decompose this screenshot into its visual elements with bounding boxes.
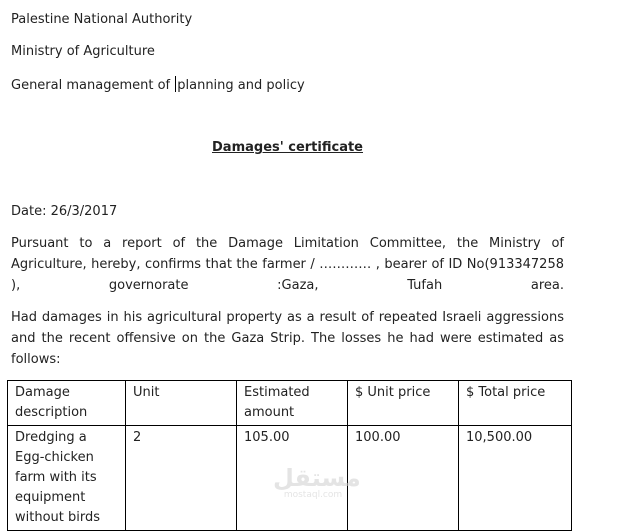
header-total-price: $ Total price bbox=[459, 381, 572, 426]
cell-estimated-amount: 105.00 bbox=[237, 426, 348, 531]
certificate-date: Date: 26/3/2017 bbox=[11, 204, 118, 219]
paragraph2-line1: Had damages in his agricultural property as a result of repeated Israeli aggressions bbox=[11, 310, 564, 325]
watermark-latin: mostaql.com bbox=[283, 490, 343, 500]
department-name-part1: General management of bbox=[11, 78, 175, 93]
mostaql-watermark bbox=[273, 464, 361, 500]
ministry-name: Ministry of Agriculture bbox=[11, 44, 155, 59]
header-unit-price: $ Unit price bbox=[348, 381, 459, 426]
paragraph1-line3: ), governorate :Gaza, Tufah area. bbox=[11, 278, 564, 293]
paragraph-damages bbox=[11, 307, 564, 391]
paragraph2-line2: and the recent offensive on the Gaza Strip. The losses he had were estimated as bbox=[11, 331, 564, 346]
header-estimated-amount: Estimated amount bbox=[237, 381, 348, 426]
cell-unit: 2 bbox=[126, 426, 237, 531]
watermark-arabic: مستقل bbox=[273, 464, 361, 492]
header-damage-description: Damage description bbox=[8, 381, 126, 426]
cell-total-price: 10,500.00 bbox=[459, 426, 572, 531]
paragraph1-line2: Agriculture, hereby, confirms that the farmer / ………… , bearer of ID No(913347258 bbox=[11, 257, 564, 272]
paragraph1-line1: Pursuant to a report of the Damage Limitation Committee, the Ministry of bbox=[11, 236, 564, 251]
table-header-row bbox=[8, 381, 572, 426]
certificate-title: Damages' certificate bbox=[212, 140, 363, 155]
department-name-part2: planning and policy bbox=[177, 78, 305, 93]
cell-damage-description: Dredging a Egg-chicken farm with its equipment without birds bbox=[8, 426, 126, 531]
paragraph2-line3: follows: bbox=[11, 352, 61, 367]
cell-unit-price: 100.00 bbox=[348, 426, 459, 531]
paragraph-confirmation bbox=[11, 233, 564, 317]
authority-name: Palestine National Authority bbox=[11, 12, 193, 27]
damages-table bbox=[7, 380, 572, 531]
header-unit: Unit bbox=[126, 381, 237, 426]
department-name bbox=[11, 76, 305, 93]
